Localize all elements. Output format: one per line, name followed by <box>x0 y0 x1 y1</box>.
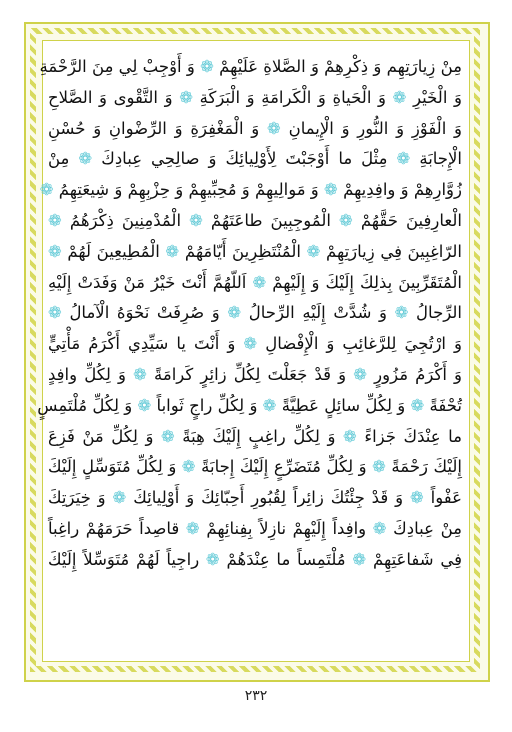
text-line-17: فِي شَفاعَتِهِمْ ❁ مُلْتَمِساً ما عِنْدَهُمْ ❁ راجِياً لَهُمْ مُتَوَسِّلاً إِلَيْكَ <box>48 549 462 569</box>
separator-star-icon: ❁ <box>353 364 368 384</box>
separator-star-icon: ❁ <box>78 149 93 169</box>
text-line-4: الْإِجابَةِ ❁ مِثْلَ ما أَوْجَبْتَ لِأَوْلِيائِكَ وَ صالِحِي عِبادِكَ ❁ مِنْ <box>48 149 463 169</box>
separator-star-icon: ❁ <box>352 549 367 569</box>
page-number: ٢٣٢ <box>244 688 268 704</box>
separator-star-icon: ❁ <box>179 87 194 107</box>
separator-star-icon: ❁ <box>342 426 357 446</box>
separator-star-icon: ❁ <box>185 518 200 538</box>
separator-star-icon: ❁ <box>409 488 424 508</box>
text-line-6: الْعارِفِينَ حَقَّهُمْ ❁ الْمُوجِبِينَ طاعَتَهُمْ ❁ الْمُدْمِنِينَ ذِكْرَهُمُ ❁ <box>48 210 462 230</box>
text-line-12: تُحْفَةً ❁ وَ لِكُلِّ سائِلٍ عَطِيَّةً ❁ وَ لِكُلِّ راجٍ ثَواباً ❁ وَ لِكُلِّ مُلْتَمِسٍ <box>37 395 462 415</box>
separator-star-icon: ❁ <box>48 241 62 261</box>
text-line-8: الْمُتَقَرِّبِينَ بِذلِكَ إِلَيْكَ وَ إِلَيْهِمْ ❁ اَللّهُمَّ أَنْتَ خَيْرُ مَنْ وَفَدَتْ إِلَيْهِ <box>48 272 462 292</box>
separator-star-icon: ❁ <box>410 395 425 415</box>
separator-star-icon: ❁ <box>324 180 338 200</box>
text-line-9: الرِّجالُ ❁ وَ شُدَّتْ إِلَيْهِ الرِّحالُ ❁ وَ صُرِفَتْ نَحْوَهُ الْآمالُ ❁ <box>48 303 462 323</box>
text-line-14: إِلَيْكَ رَحْمَةً ❁ وَ لِكُلِّ مُتَضَرِّعٍ إِلَيْكَ إِجابَةً ❁ وَ لِكُلِّ مُتَوَسِّلٍ إِلَيْكَ <box>48 457 462 477</box>
text-line-1: مِنْ زِيارَتِهِم وَ ذِكْرِهِمْ وَ الصَّلاةِ عَلَيْهِمْ ❁ وَ أَوْجِبْ لِي مِنَ الرَّحْمَةِ <box>39 57 462 76</box>
separator-star-icon: ❁ <box>396 149 411 169</box>
separator-star-icon: ❁ <box>205 549 220 569</box>
separator-star-icon: ❁ <box>227 303 242 323</box>
text-line-10: وَ ارْتُجِيَ لِلرَّغائِبِ وَ الْإِفْضالِ ❁ وَ أَنْتَ يا سَيِّدِي أَكْرَمُ مَأْتِيٍّ <box>48 334 462 354</box>
text-line-16: مِنْ عِبادِكَ ❁ وافِداً إِلَيْهِمْ نازِلاً بِفِنائِهِمْ ❁ قاصِداً حَرَمَهُمْ راغِباً <box>48 518 462 538</box>
text-line-11: وَ أَكْرَمُ مَزُورٍ ❁ وَ قَدْ جَعَلْتَ لِكُلِّ زائِرٍ كَرامَةً ❁ وَ لِكُلِّ وافِدٍ <box>48 364 462 384</box>
separator-star-icon: ❁ <box>165 241 180 261</box>
separator-star-icon: ❁ <box>243 334 258 354</box>
separator-star-icon: ❁ <box>372 457 386 477</box>
separator-star-icon: ❁ <box>112 488 127 508</box>
text-line-5: زُوَّارِهِمْ وَ وافِدِيهِمْ ❁ وَ مَوالِيهِمْ وَ مُحِبِّيهِمْ وَ حِزْبِهِمْ وَ شِيعَتِهِمُ ❁ <box>39 180 462 200</box>
text-line-7: الرّاغِبِينَ فِي زِيارَتِهِمْ ❁ الْمُنْتَظِرِينَ أَيّامَهُمْ ❁ الْمُطِيعِينَ لَهُمْ ❁ <box>48 241 463 261</box>
separator-star-icon: ❁ <box>267 118 281 138</box>
separator-star-icon: ❁ <box>338 210 353 230</box>
separator-star-icon: ❁ <box>262 395 277 415</box>
separator-star-icon: ❁ <box>160 426 175 446</box>
separator-star-icon: ❁ <box>181 457 196 477</box>
separator-star-icon: ❁ <box>48 210 62 230</box>
separator-star-icon: ❁ <box>200 57 214 76</box>
separator-star-icon: ❁ <box>189 210 203 230</box>
separator-star-icon: ❁ <box>372 518 387 538</box>
separator-star-icon: ❁ <box>252 272 267 292</box>
text-line-13: ما عِنْدَكَ جَزاءً ❁ وَ لِكُلِّ راغِبٍ إِلَيْكَ هِبَةً ❁ وَ لِكُلِّ مَنْ فَزِعَ <box>48 426 462 446</box>
text-line-2: وَ الْخَيْرِ ❁ وَ الْحَياةِ وَ الْكَرامَةِ وَ الْبَرَكَةِ ❁ وَ التَّقْوى وَ الصَّلاحِ <box>48 87 462 107</box>
separator-star-icon: ❁ <box>392 87 407 107</box>
text-line-15: عَفْواً ❁ وَ قَدْ جِئْتُكَ زائِراً لِقُبُورِ أَحِبّائِكَ وَ أَوْلِيائِكَ ❁ وَ خِيَرَتِكَ <box>48 488 462 508</box>
prayer-text <box>37 52 463 654</box>
separator-star-icon: ❁ <box>133 364 147 384</box>
text-line-3: وَ الْفَوْزِ وَ النُّورِ وَ الْإِيمانِ ❁ وَ الْمَغْفِرَةِ وَ الرِّضْوانِ وَ حُسْنِ <box>48 118 462 138</box>
separator-star-icon: ❁ <box>39 180 54 200</box>
separator-star-icon: ❁ <box>137 395 152 415</box>
separator-star-icon: ❁ <box>394 303 409 323</box>
separator-star-icon: ❁ <box>306 241 321 261</box>
separator-star-icon: ❁ <box>48 303 62 323</box>
